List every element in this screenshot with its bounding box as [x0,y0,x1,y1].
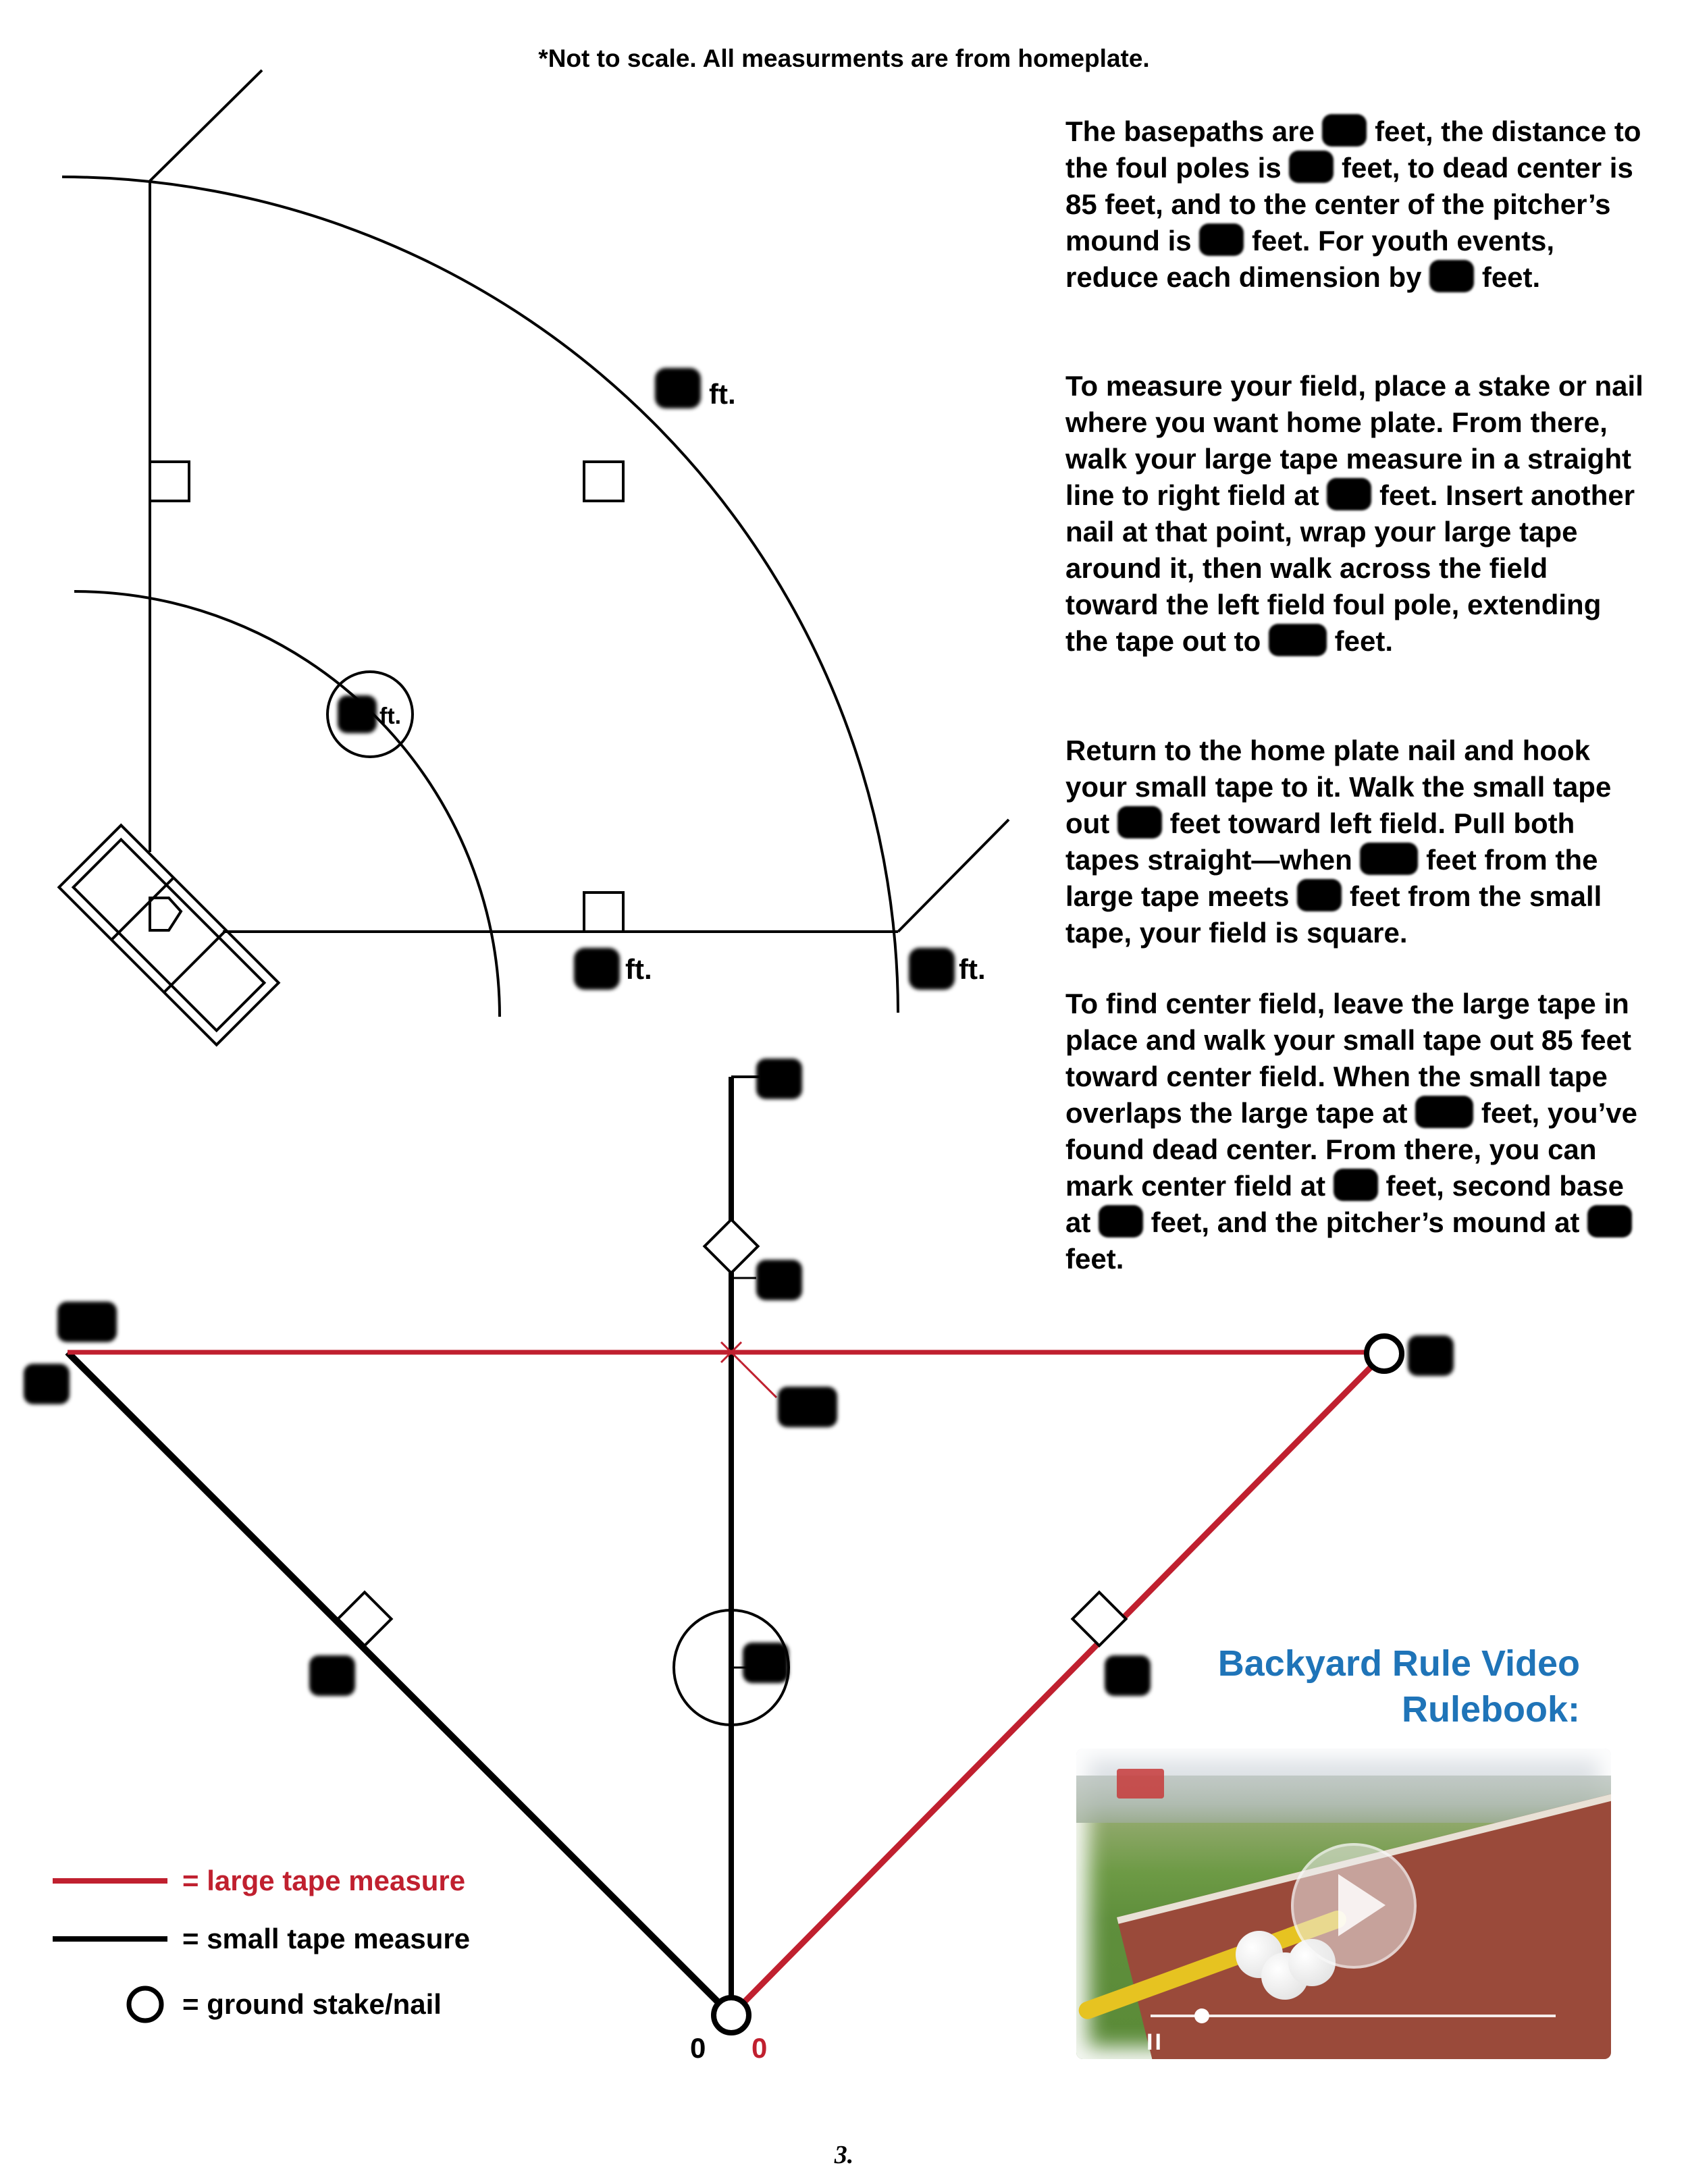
left-foul-extension [150,70,262,181]
right-foul-extension [898,820,1009,932]
text-run: feet. [1065,1243,1124,1275]
redaction-block [24,1364,70,1404]
batters-box [59,825,278,1044]
video-background-sign [1117,1769,1164,1799]
legend-stake-icon [129,1988,161,2021]
dead-center-leader [741,1362,776,1397]
text-run: feet. [1474,261,1541,293]
redaction-block [909,948,955,990]
text-run: feet, the distance to the foul poles is [1065,115,1641,184]
redaction-block [1408,1335,1454,1376]
field-outline-diagram [59,70,1009,1045]
home-plate-icon [150,898,181,930]
field-outline-labels [338,368,986,990]
text-run: feet. For youth events, reduce each dimension by [1065,225,1555,293]
second-base-outline-left [150,462,189,501]
left-small-tape [68,1352,731,2015]
text-run: To find center field, leave the large tape in place and walk your small tape out 85 feet toward center field. When the small tape overlaps the large tape at [1065,988,1631,1129]
first-base-distance-suffix: ft. [625,953,652,985]
text-run: feet toward left field. Pull both tapes straight—when [1065,807,1575,876]
play-icon[interactable] [1291,1843,1417,1969]
mound-distance-suffix: ft. [379,703,402,729]
text-run: feet, second base at [1065,1170,1624,1238]
text-run: feet from the small tape, your field is square. [1065,880,1602,949]
legend-stake-label: = ground stake/nail [182,1988,442,2020]
scale-note: *Not to scale. All measurments are from homeplate. [538,45,1150,72]
text-run: feet from the large tape meets [1065,844,1598,912]
home-large-tape-zero: 0 [751,2032,768,2064]
text-run: To measure your field, place a stake or nail where you want home plate. From there, walk your large tape measure in a straight line to right field at [1065,370,1643,511]
second-base-marker [704,1219,758,1273]
text-run: feet, and the pitcher’s mound at [1143,1206,1588,1238]
text-run: feet, to dead center is 85 feet, and to the center of the pitcher’s mound is [1065,152,1633,257]
redaction-block [756,1260,802,1300]
third-base-marker [338,1592,391,1645]
legend-small-tape-label: = small tape measure [182,1923,471,1954]
redaction-block [574,948,620,990]
video-progress-knob[interactable] [1194,2008,1209,2023]
text-run: feet, you’ve found dead center. From there, you can mark center field at [1065,1097,1637,1202]
text-run: The basepaths are [1065,115,1323,147]
outfield-distance-suffix: ft. [709,378,736,410]
stake-home-plate [714,1998,749,2033]
pause-icon[interactable]: II [1146,2029,1163,2055]
foul-pole-distance-suffix: ft. [959,953,986,985]
redaction-block [338,695,377,733]
home-small-tape-zero: 0 [690,2032,706,2064]
video-progress-track[interactable] [1151,2015,1556,2017]
video-player[interactable] [1076,1749,1611,2059]
stake-right-field [1367,1336,1402,1371]
text-run: feet. [1326,625,1394,657]
redaction-block [655,368,701,408]
redaction-block [743,1643,789,1683]
redaction-block [778,1387,837,1427]
redaction-block [309,1655,355,1696]
text-run: Return to the home plate nail and hook your small tape to it. Walk the small tape out [1065,735,1612,839]
page-number: 3. [834,2141,854,2169]
redaction-block [57,1302,117,1342]
legend-large-tape-label: = large tape measure [182,1865,466,1896]
video-rulebook-title: Backyard Rule Video Rulebook: [1217,1643,1580,1730]
redaction-block [756,1059,802,1099]
first-base-outline [584,893,623,932]
text-run: feet. Insert another nail at that point, wrap your large tape around it, then walk across the field toward the left field foul pole, extending the tape out to [1065,479,1635,657]
first-base-marker [1072,1592,1126,1645]
legend [53,1865,470,2021]
second-base-outline [584,462,623,501]
